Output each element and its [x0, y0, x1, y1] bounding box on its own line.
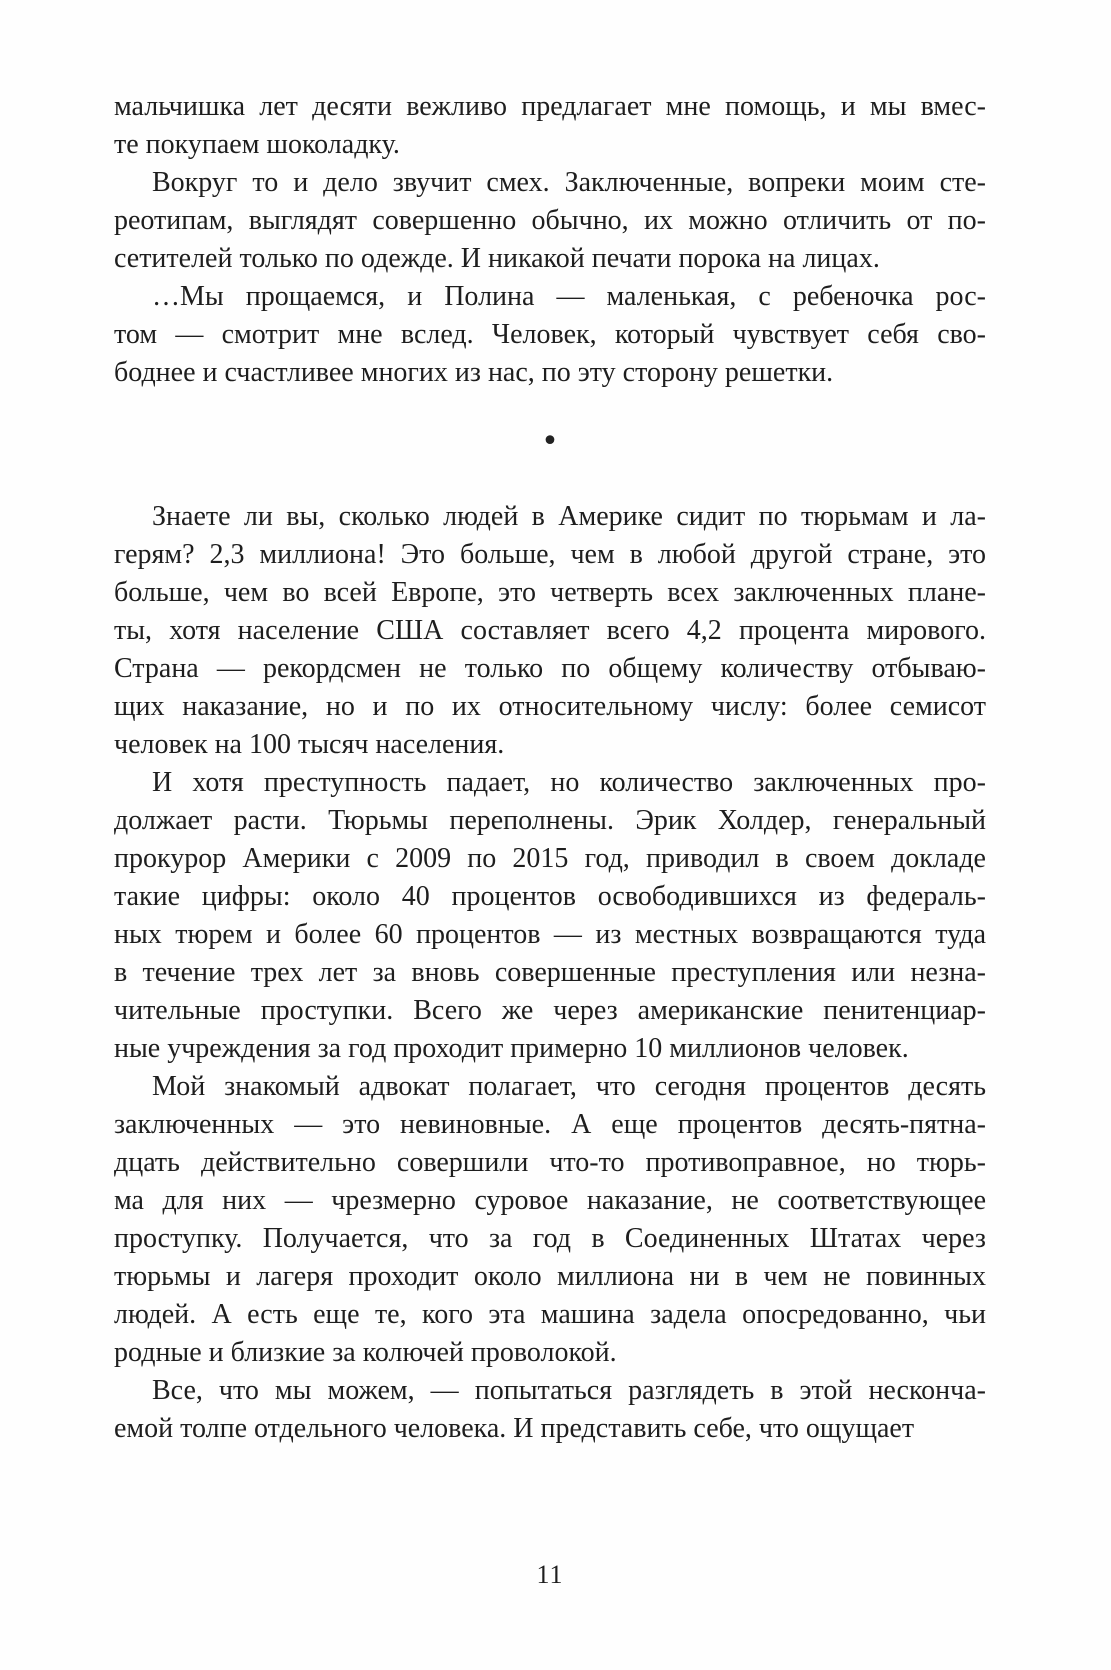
text-line: дцать действительно совершили что-то противоправное, но тюрь- — [114, 1147, 986, 1178]
text-line: Мой знакомый адвокат полагает, что сегодня процентов десять — [152, 1071, 986, 1102]
text-line: ные учреждения за год проходит примерно 10 миллионов человек. — [114, 1033, 909, 1064]
paragraph — [114, 1372, 986, 1448]
paragraph — [114, 764, 986, 1068]
text-line: герям? 2,3 миллиона! Это больше, чем в любой другой стране, это — [114, 539, 986, 570]
text-line: ма для них — чрезмерно суровое наказание, не соответствующее — [114, 1185, 986, 1216]
text-line: родные и близкие за колючей проволокой. — [114, 1337, 617, 1368]
text-line: должает расти. Тюрьмы переполнены. Эрик Холдер, генеральный — [114, 805, 986, 836]
text-line: щих наказание, но и по их относительному числу: более семисот — [114, 691, 986, 722]
text-line: такие цифры: около 40 процентов освободившихся из федераль- — [114, 881, 986, 912]
text-line: Все, что мы можем, — попытаться разглядеть в этой несконча- — [152, 1375, 986, 1406]
bullet-separator-icon: • — [541, 424, 559, 459]
text-line: в течение трех лет за вновь совершенные преступления или незна- — [114, 957, 986, 988]
text-line: те покупаем шоколадку. — [114, 129, 400, 160]
text-line: емой толпе отдельного человека. И представить себе, что ощущает — [114, 1413, 915, 1444]
paragraph — [114, 498, 986, 764]
text-line: заключенных — это невиновные. А еще процентов десять-пятна- — [114, 1109, 986, 1140]
text-line: сетителей только по одежде. И никакой печати порока на лицах. — [114, 243, 880, 274]
page-number: 11 — [536, 1560, 564, 1589]
text-line: больше, чем во всей Европе, это четверть всех заключенных плане- — [114, 577, 986, 608]
text-line: ты, хотя население США составляет всего 4,2 процента мирового. — [114, 615, 986, 646]
text-line: Вокруг то и дело звучит смех. Заключенные, вопреки моим сте- — [152, 167, 986, 198]
paragraph — [114, 278, 986, 392]
text-line: человек на 100 тысяч населения. — [114, 729, 505, 760]
section-separator — [114, 424, 986, 459]
paragraph — [114, 88, 986, 164]
text-line: Знаете ли вы, сколько людей в Америке сидит по тюрьмам и ла- — [152, 501, 986, 532]
text-line: ных тюрем и более 60 процентов — из местных возвращаются туда — [114, 919, 986, 950]
text-line: людей. А есть еще те, кого эта машина задела опосредованно, чьи — [114, 1299, 986, 1330]
text-line: И хотя преступность падает, но количество заключенных про- — [152, 767, 986, 798]
text-line: чительные проступки. Всего же через американские пенитенциар- — [114, 995, 986, 1026]
paragraph — [114, 164, 986, 278]
text-line: реотипам, выглядят совершенно обычно, их можно отличить от по- — [114, 205, 986, 236]
text-line: проступку. Получается, что за год в Соединенных Штатах через — [114, 1223, 986, 1254]
text-line: том — смотрит мне вслед. Человек, который чувствует себя сво- — [114, 319, 986, 350]
text-line: боднее и счастливее многих из нас, по эту сторону решетки. — [114, 357, 834, 388]
text-line: Страна — рекордсмен не только по общему количеству отбываю- — [114, 653, 986, 684]
paragraph — [114, 1068, 986, 1372]
text-line: прокурор Америки с 2009 по 2015 год, приводил в своем докладе — [114, 843, 986, 874]
text-line: тюрьмы и лагеря проходит около миллиона ни в чем не повинных — [114, 1261, 986, 1292]
text-line: мальчишка лет десяти вежливо предлагает мне помощь, и мы вмес- — [114, 91, 986, 122]
text-line: …Мы прощаемся, и Полина — маленькая, с ребеночка рос- — [152, 281, 986, 312]
page-body — [114, 88, 986, 1448]
